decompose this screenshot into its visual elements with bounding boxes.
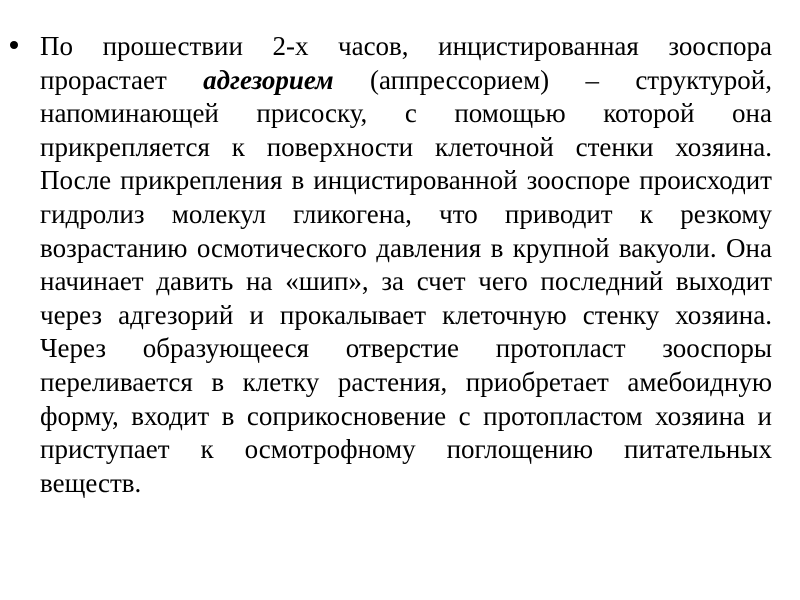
paragraph-text — [40, 30, 772, 500]
text-after-emphasis: (аппрессорием) – структурой, напоминающей присоску, с помощью которой она прикрепляется к поверхности клеточной стенки хозяина. После прикрепления в инцистированной зооспоре происходит гидролиз молекул гликогена, что приводит к резкому возрастанию осмотического давления в крупной вакуоли. Она начинает давить на «шип», за счет чего последний выходит через адгезорий и прокалывает клеточную стенку хозяина. Через образующееся отверстие протопласт зооспоры переливается в клетку растения, приобретает амебоидную форму, входит в соприкосновение с протопластом хозяина и приступает к осмотрофному поглощению питательных веществ. — [40, 64, 772, 498]
bullet-dot-icon — [10, 41, 18, 49]
text-before-emphasis: По прошествии 2-х часов, инцистированная зооспора прорастает — [40, 31, 772, 95]
emphasis-term: адгезорием — [203, 64, 334, 95]
